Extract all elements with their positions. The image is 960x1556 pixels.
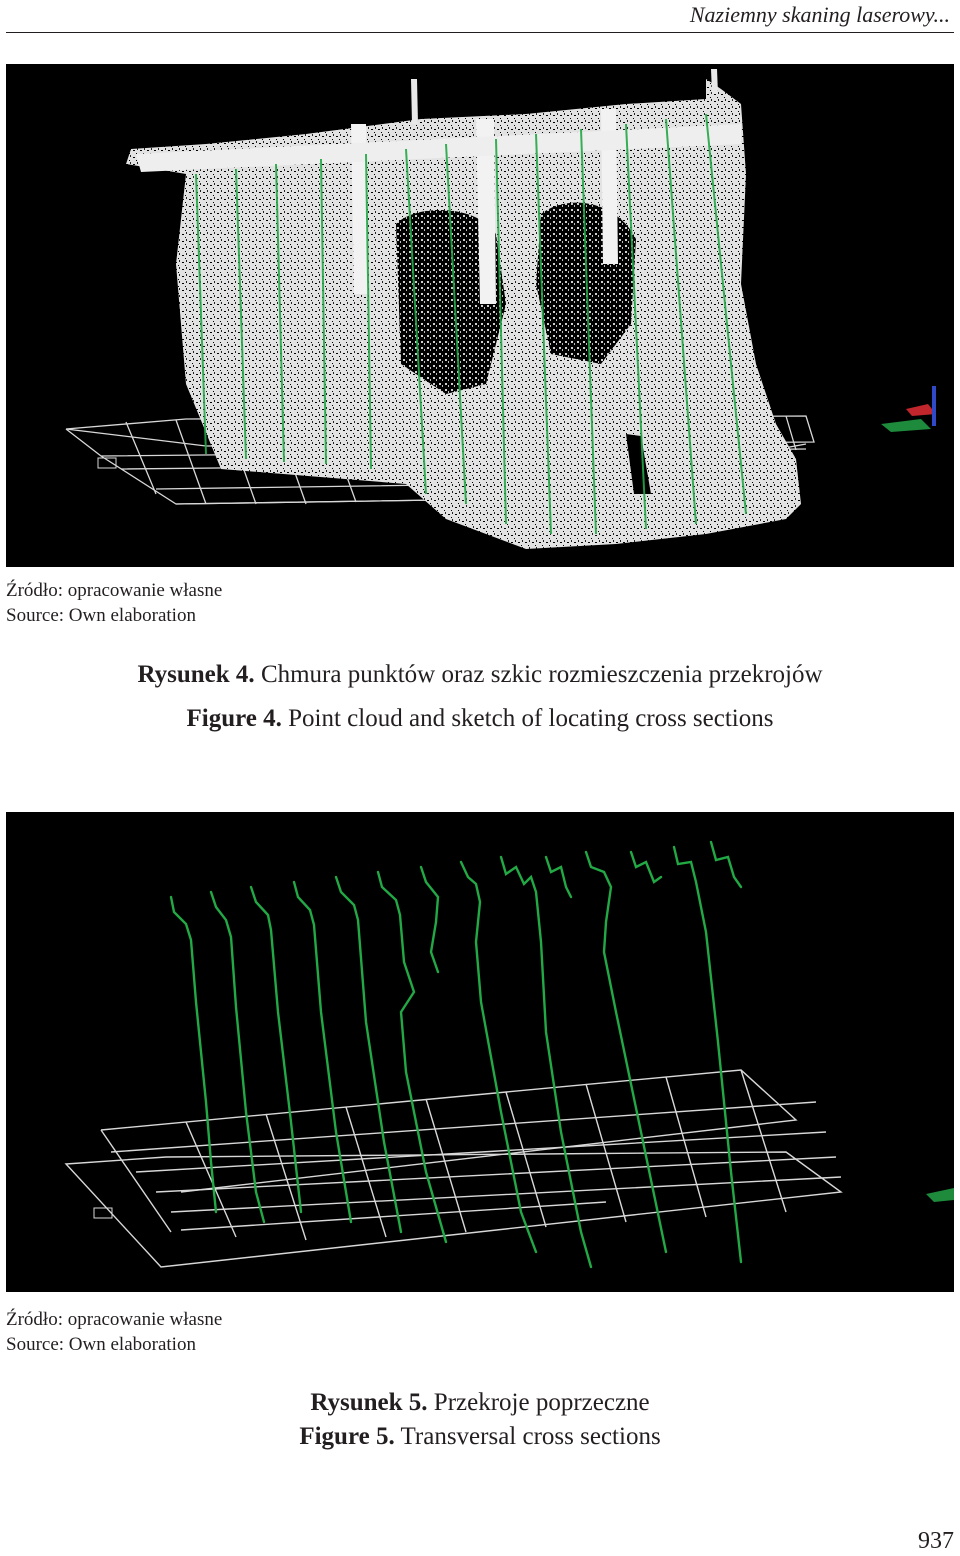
figure-5-source-pl: Źródło: opracowanie własne: [6, 1309, 223, 1330]
header-rule: [6, 32, 954, 33]
figure-5-caption-en-label: Figure 5.: [299, 1423, 395, 1450]
page-number: 937: [918, 1528, 954, 1554]
figure-4-point-cloud-image: [6, 64, 954, 567]
figure-5-caption-en-text: Transversal cross sections: [400, 1423, 661, 1450]
figure-4-caption-pl: [0, 660, 960, 690]
figure-5-caption-pl: [0, 1388, 960, 1418]
figure-4-source-pl: Źródło: opracowanie własne: [6, 580, 223, 601]
figure-4-source-en: Source: Own elaboration: [6, 605, 196, 626]
figure-5-caption-pl-label: Rysunek 5.: [310, 1389, 428, 1416]
axis-gizmo: [926, 1188, 954, 1202]
figure-5-cross-sections-image: [6, 812, 954, 1292]
figure-4-caption-en: [0, 704, 960, 734]
figure-5-source-en: Source: Own elaboration: [6, 1334, 196, 1355]
figure-4-caption-pl-text: Chmura punktów oraz szkic rozmieszczenia przekrojów: [260, 661, 823, 688]
figure-4-caption-en-text: Point cloud and sketch of locating cross sections: [288, 705, 774, 732]
figure-4-caption-en-label: Figure 4.: [186, 705, 282, 732]
point-cloud-illustration: [6, 64, 954, 567]
cross-section-profiles: [171, 842, 741, 1267]
figure-4-caption-pl-label: Rysunek 4.: [137, 661, 255, 688]
figure-5-caption-pl-text: Przekroje poprzeczne: [433, 1389, 650, 1416]
running-head: Naziemny skaning laserowy...: [689, 2, 950, 27]
cross-sections-illustration: [6, 812, 954, 1292]
figure-5-caption-en: [0, 1422, 960, 1452]
axis-gizmo: [881, 386, 936, 432]
